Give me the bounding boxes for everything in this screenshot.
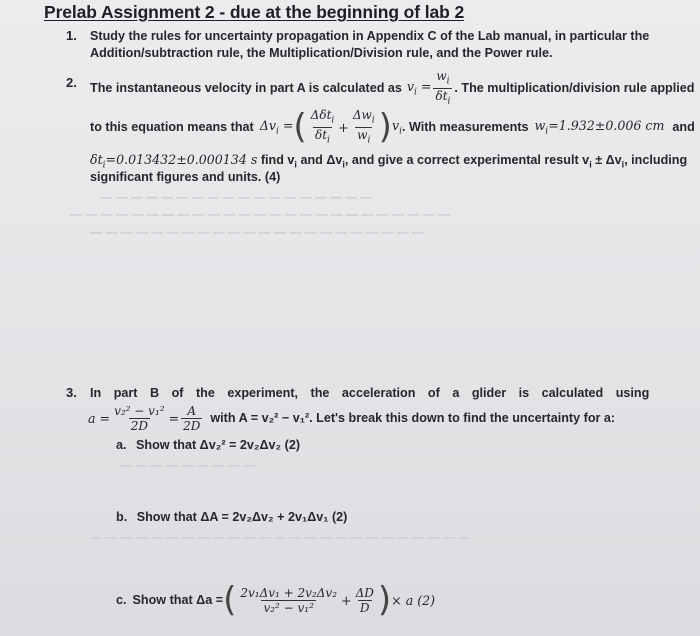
show-through-text: — — — — — — — — — — — — — — — — — — <box>100 190 373 204</box>
q3-line-1: In part B of the experiment, the acceleration of a glider is calculated using <box>90 386 650 400</box>
part-c-fraction-2: $\frac{\Delta D}{D}$ <box>355 585 374 615</box>
right-paren: ) <box>378 107 392 147</box>
a-symbol: a = <box>88 410 111 426</box>
part-label: b. <box>116 510 128 524</box>
page-title: Prelab Assignment 2 - due at the beginning of lab 2 <box>44 2 465 22</box>
part-b-text: Show that ΔA = 2v₂Δv₂ + 2v₁Δv₁ (2) <box>136 510 348 524</box>
show-through-text: — — — — — — — — — — — — — — — — — — — — — — <box>90 225 425 239</box>
left-paren: ( <box>223 580 237 620</box>
question-number: 1. <box>66 28 77 43</box>
question-number: 2. <box>66 75 77 90</box>
part-a-text: Show that Δv₂² = 2v₂Δv₂ (2) <box>136 438 301 452</box>
q1-line-2: Addition/subtraction rule, the Multiplication/Division rule, and the Power rule. <box>90 46 553 60</box>
delta-v-symbol: $\Delta v_i$ = <box>259 117 294 137</box>
q3-line-2-tail: with A = v₂² − v₁². Let's break this down to find the uncertainty for a: <box>210 411 616 425</box>
q3-part-c: c. Show that Δa = ( $\frac{\text{2v₁Δv₁ + 2v₂Δv₂}}{\text{v₂² − v₁²}}$ + $\frac{\Delta D}{D}$ ) × a (2) <box>116 580 436 620</box>
velocity-fraction: $\frac{w_i}{\delta t_i}$ <box>435 69 451 106</box>
velocity-symbol: $v_i$ = <box>406 78 432 98</box>
and-word: and <box>672 120 695 134</box>
show-through-text: — — — — — — — — — <box>120 458 255 472</box>
q2-line-2: to this equation means that $\Delta v_i$ = ( $\frac{\Delta\delta t_i}{\delta t_i}$ + $\frac{\Delta w_i}{w_i}$ ) $v_i$ . With measurements $w_i=1.932\pm 0.006$ cm and <box>90 107 695 147</box>
q2-line-4: significant figures and units. (4) <box>90 170 281 184</box>
accel-fraction-2: $\frac{A}{2D}$ <box>183 403 201 433</box>
accel-fraction-1: $\frac{\text{v₂² − v₁²}}{2D}$ <box>114 403 165 433</box>
question-number: 3. <box>66 385 77 400</box>
q3-line-2: a = $\frac{\text{v₂² − v₁²}}{2D}$ = $\frac{A}{2D}$ with A = v₂² − v₁². Let's break this down to find the uncertainty for a: <box>88 403 616 433</box>
q1-line-1: Study the rules for uncertainty propagation in Appendix C of the Lab manual, in particular the <box>90 29 650 43</box>
t-measurement: $\delta t_i=0.013432\pm 0.000134$ s <box>90 152 258 171</box>
show-through-text: — — — — — — — — — — — — — — — — — — — — — — — — — <box>70 207 451 221</box>
show-through-text: — — — — — — — — — — — — — — — — — — — — — — — — — <box>90 530 471 544</box>
rule-tail: $v_i$ <box>391 117 402 137</box>
part-label: a. <box>116 438 127 452</box>
part-c-fraction-1: $\frac{\text{2v₁Δv₁ + 2v₂Δv₂}}{\text{v₂² − v₁²}}$ <box>240 585 338 615</box>
q3-part-b <box>116 510 347 524</box>
part-c-tail: × a (2) <box>391 592 436 608</box>
q2-line2-lead: to this equation means that <box>90 120 254 134</box>
w-measurement: $w_i=1.932\pm 0.006$ cm <box>534 117 665 137</box>
rule-term-2: $\frac{\Delta w_i}{w_i}$ <box>352 108 375 145</box>
left-paren: ( <box>293 107 307 147</box>
with-measurements: . With measurements <box>401 120 529 134</box>
q2-lead: The instantaneous velocity in part A is calculated as <box>90 81 402 95</box>
q3-part-a <box>116 438 300 452</box>
part-c-lead: Show that Δa = <box>132 593 224 607</box>
part-label: c. <box>116 593 127 607</box>
q2-line-3: $\delta t_i=0.013432\pm 0.000134$ s find $v_i$ and $\Delta v_i$, and give a correct experimental result $v_i \pm \Delta v_i$, including <box>90 152 688 171</box>
q2-tail: . The multiplication/division rule applied <box>454 81 695 95</box>
rule-term-1: $\frac{\Delta\delta t_i}{\delta t_i}$ <box>310 108 335 145</box>
right-paren: ) <box>377 580 392 620</box>
